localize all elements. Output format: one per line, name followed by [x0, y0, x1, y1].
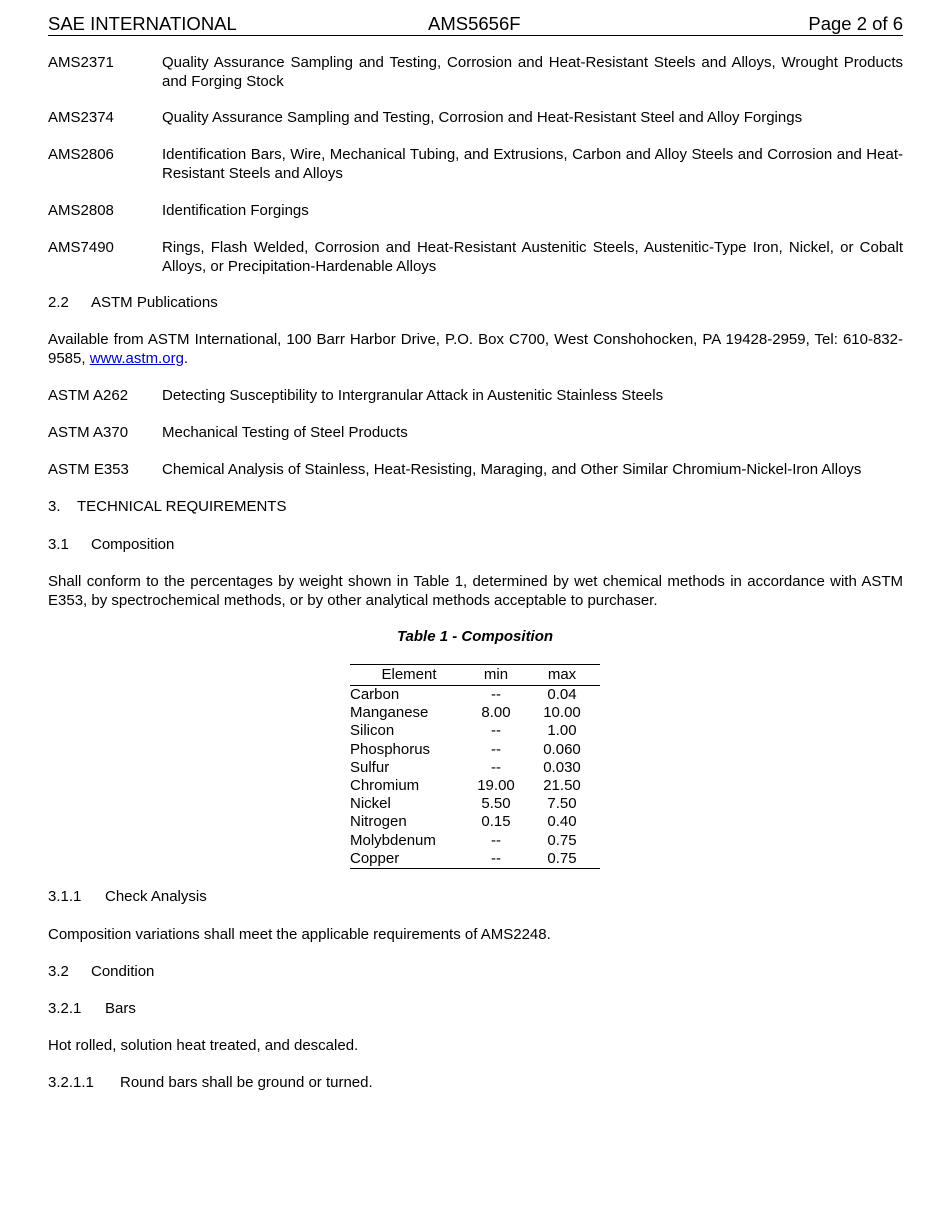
element-cell: Nickel: [350, 795, 391, 813]
element-cell: Manganese: [350, 704, 429, 722]
section-title: Condition: [91, 963, 155, 980]
reference-code: AMS2371: [48, 54, 114, 71]
reference-astm-a262: [48, 387, 903, 406]
column-header-min: min: [468, 665, 524, 686]
section-3-1-heading: [48, 536, 174, 555]
min-cell: 8.00: [481, 704, 511, 722]
table-row: [350, 722, 600, 740]
max-cell: 0.060: [543, 740, 581, 758]
table-row: [350, 777, 600, 795]
section-title: Check Analysis: [105, 888, 207, 905]
astm-availability-end: .: [183, 349, 189, 367]
reference-code: AMS2374: [48, 109, 114, 126]
max-cell: 0.75: [547, 849, 577, 867]
reference-code: ASTM E353: [48, 461, 129, 478]
header-organization: SAE INTERNATIONAL: [48, 13, 237, 34]
element-cell: Chromium: [350, 777, 420, 795]
section-number: 3.2.1.1: [48, 1074, 94, 1091]
max-cell: 0.40: [547, 813, 577, 831]
astm-availability-paragraph: [48, 331, 903, 368]
section-number: 3.1: [48, 536, 69, 553]
section-3-heading: [48, 498, 286, 517]
reference-description: Quality Assurance Sampling and Testing, Corrosion and Heat-Resistant Steels and Alloys, Wrought Products and Forging Stock: [162, 54, 903, 90]
element-cell: Nitrogen: [350, 813, 407, 831]
bars-paragraph: Hot rolled, solution heat treated, and descaled.: [48, 1037, 359, 1054]
min-cell: --: [491, 831, 501, 849]
reference-code: ASTM A262: [48, 387, 129, 404]
element-cell: Carbon: [350, 686, 400, 703]
section-number: 3.2: [48, 963, 69, 980]
reference-code: AMS2806: [48, 146, 114, 163]
section-3-2-1-1-heading: [48, 1074, 373, 1093]
reference-description: Chemical Analysis of Stainless, Heat-Resisting, Maraging, and Other Similar Chromium-Nickel-Iron Alloys: [162, 461, 862, 478]
max-cell: 7.50: [547, 795, 577, 813]
check-analysis-paragraph: Composition variations shall meet the applicable requirements of AMS2248.: [48, 926, 551, 943]
table-row: [350, 832, 600, 850]
element-cell: Copper: [350, 849, 400, 867]
table-header-row: [350, 665, 600, 686]
reference-code: ASTM A370: [48, 424, 129, 441]
reference-ams2808: [48, 202, 903, 221]
reference-astm-a370: [48, 424, 903, 443]
element-cell: Silicon: [350, 722, 395, 740]
max-cell: 0.75: [547, 831, 577, 849]
max-cell: 0.030: [543, 758, 581, 776]
reference-code: AMS2808: [48, 202, 114, 219]
table-row: [350, 850, 600, 869]
reference-astm-e353: [48, 461, 903, 480]
table-row: [350, 813, 600, 831]
min-cell: --: [491, 740, 501, 758]
column-header-max: max: [524, 665, 600, 686]
section-number: 2.2: [48, 294, 69, 311]
element-cell: Molybdenum: [350, 831, 436, 849]
composition-table: [350, 664, 600, 869]
min-cell: --: [491, 758, 501, 776]
reference-ams2806: [48, 146, 903, 183]
table-caption: Table 1 - Composition: [396, 628, 554, 645]
section-number: 3.2.1: [48, 1000, 82, 1017]
header-document-number: AMS5656F: [428, 13, 521, 34]
astm-availability-text: Available from ASTM International, 100 Barr Harbor Drive, P.O. Box C700, West Conshohocken, PA 19428-2959, Tel: 610-832-9585,: [48, 331, 903, 367]
reference-ams2371: [48, 54, 903, 91]
min-cell: 5.50: [481, 795, 511, 813]
max-cell: 0.04: [547, 686, 577, 703]
page-header: [48, 13, 903, 36]
max-cell: 1.00: [547, 722, 577, 740]
reference-ams7490: [48, 239, 903, 276]
min-cell: --: [491, 849, 501, 867]
reference-description: Quality Assurance Sampling and Testing, Corrosion and Heat-Resistant Steel and Alloy Forgings: [162, 109, 803, 126]
section-3-2-heading: [48, 963, 154, 982]
section-title: Round bars shall be ground or turned.: [120, 1074, 373, 1091]
section-title: Composition: [91, 536, 175, 553]
reference-description: Mechanical Testing of Steel Products: [162, 424, 408, 441]
section-number: 3.1.1: [48, 888, 82, 905]
section-number: 3.: [48, 498, 61, 515]
reference-description: Identification Forgings: [162, 202, 309, 219]
min-cell: --: [491, 722, 501, 740]
table-row: [350, 795, 600, 813]
composition-paragraph: Shall conform to the percentages by weight shown in Table 1, determined by wet chemical methods in accordance with ASTM E353, by spectrochemical methods, or by other analytical methods acceptable to purchaser.: [48, 573, 903, 609]
element-cell: Phosphorus: [350, 740, 431, 758]
max-cell: 10.00: [543, 704, 581, 722]
table-row: [350, 704, 600, 722]
section-title: TECHNICAL REQUIREMENTS: [77, 498, 287, 515]
min-cell: 0.15: [481, 813, 511, 831]
section-3-2-1-heading: [48, 1000, 136, 1019]
max-cell: 21.50: [543, 777, 581, 795]
min-cell: --: [491, 686, 501, 703]
reference-description: Identification Bars, Wire, Mechanical Tubing, and Extrusions, Carbon and Alloy Steels and Corrosion and Heat-Resistant Steels and Alloys: [162, 146, 903, 182]
astm-website-link[interactable]: www.astm.org: [89, 349, 184, 367]
table-row: [350, 686, 600, 705]
section-title: ASTM Publications: [91, 294, 218, 311]
reference-description: Detecting Susceptibility to Intergranular Attack in Austenitic Stainless Steels: [162, 387, 664, 404]
reference-description: Rings, Flash Welded, Corrosion and Heat-Resistant Austenitic Steels, Austenitic-Type Iron, Nickel, or Cobalt Alloys, or Precipitation-Hardenable Alloys: [162, 239, 903, 275]
header-page-number: Page 2 of 6: [808, 13, 903, 34]
reference-ams2374: [48, 109, 903, 128]
table-row: [350, 741, 600, 759]
section-2-2-heading: [48, 294, 218, 313]
min-cell: 19.00: [477, 777, 515, 795]
section-3-1-1-heading: [48, 888, 207, 907]
column-header-element: Element: [350, 665, 468, 686]
element-cell: Sulfur: [350, 758, 390, 776]
reference-code: AMS7490: [48, 239, 114, 256]
table-row: [350, 759, 600, 777]
section-title: Bars: [105, 1000, 136, 1017]
